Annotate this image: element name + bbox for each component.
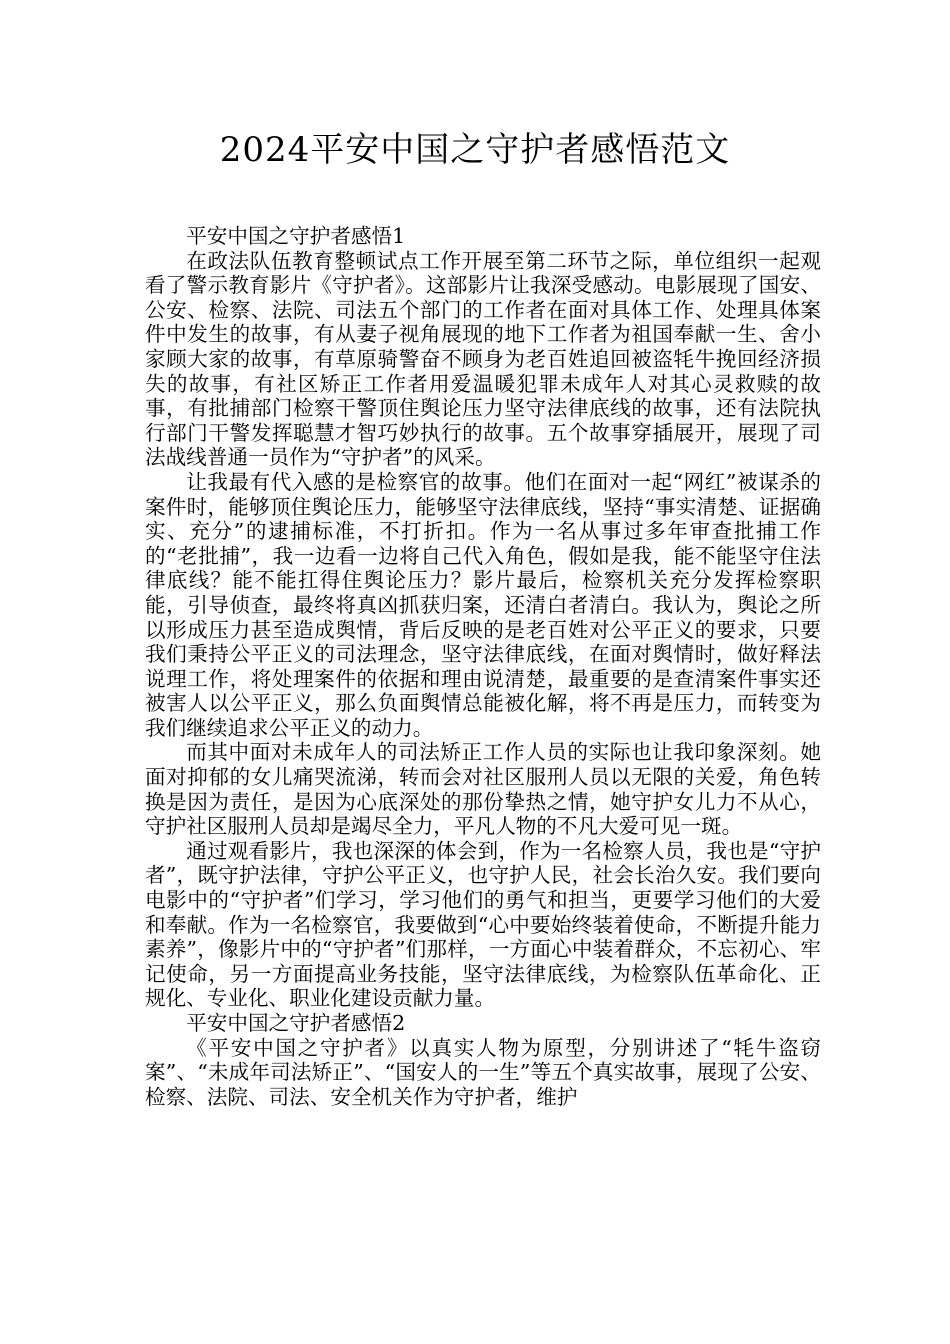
paragraph: 让我最有代入感的是检察官的故事。他们在面对一起“网红”被谋杀的案件时，能够顶住舆论压力，能够坚守法律底线，坚持“事实清楚、证据确实、充分”的逮捕标准，不打折扣。作为一名从事过多年审查批捕工作的“老批捕”，我一边看一边将自己代入角色，假如是我，能不能坚守住法律底线？能不能扛得住舆论压力？影片最后，检察机关充分发挥检察职能，引导侦查，最终将真凶抓获归案，还清白者清白。我认为，舆论之所以形成压力甚至造成舆情，背后反映的是老百姓对公平正义的要求，只要我们秉持公平正义的司法理念，坚守法律底线，在面对舆情时，做好释法说理工作，将处理案件的依据和理由说清楚，最重要的是查清案件事实还被害人以公平正义，那么负面舆情总能被化解，将不再是压力，而转变为我们继续追求公平正义的动力。 <box>145 469 821 740</box>
section-heading-2: 平安中国之守护者感悟2 <box>186 1011 406 1035</box>
document-body <box>145 224 821 1109</box>
section-heading-1: 平安中国之守护者感悟1 <box>186 224 406 248</box>
paragraph: 通过观看影片，我也深深的体会到，作为一名检察人员，我也是“守护者”，既守护法律，守护公平正义，也守护人民，社会长治久安。我们要向电影中的“守护者”们学习，学习他们的勇气和担当，更要学习他们的大爱和奉献。作为一名检察官，我要做到“心中要始终装着使命，不断提升能力素养”，像影片中的“守护者”们那样，一方面心中装着群众，不忘初心、牢记使命，另一方面提高业务技能，坚守法律底线，为检察队伍革命化、正规化、专业化、职业化建设贡献力量。 <box>145 838 821 1011</box>
paragraph: 《平安中国之守护者》以真实人物为原型，分别讲述了“牦牛盗窃案”、“未成年司法矫正”、“国安人的一生”等五个真实故事，展现了公安、检察、法院、司法、安全机关作为守护者，维护 <box>145 1035 821 1109</box>
document-title: 2024平安中国之守护者感悟范文 <box>219 130 731 170</box>
paragraph: 而其中面对未成年人的司法矫正工作人员的实际也让我印象深刻。她面对抑郁的女儿痛哭流涕，转而会对社区服刑人员以无限的关爱，角色转换是因为责任，是因为心底深处的那份挚热之情，她守护女儿力不从心，守护社区服刑人员却是竭尽全力，平凡人物的不凡大爱可见一斑。 <box>145 740 821 839</box>
paragraph: 在政法队伍教育整顿试点工作开展至第二环节之际，单位组织一起观看了警示教育影片《守护者》。这部影片让我深受感动。电影展现了国安、公安、检察、法院、司法五个部门的工作者在面对具体工作、处理具体案件中发生的故事，有从妻子视角展现的地下工作者为祖国奉献一生、舍小家顾大家的故事，有草原骑警奋不顾身为老百姓追回被盗牦牛挽回经济损失的故事，有社区矫正工作者用爱温暖犯罪未成年人对其心灵救赎的故事，有批捕部门检察干警顶住舆论压力坚守法律底线的故事，还有法院执行部门干警发挥聪慧才智巧妙执行的故事。五个故事穿插展开，展现了司法战线普通一员作为“守护者”的风采。 <box>145 248 821 470</box>
